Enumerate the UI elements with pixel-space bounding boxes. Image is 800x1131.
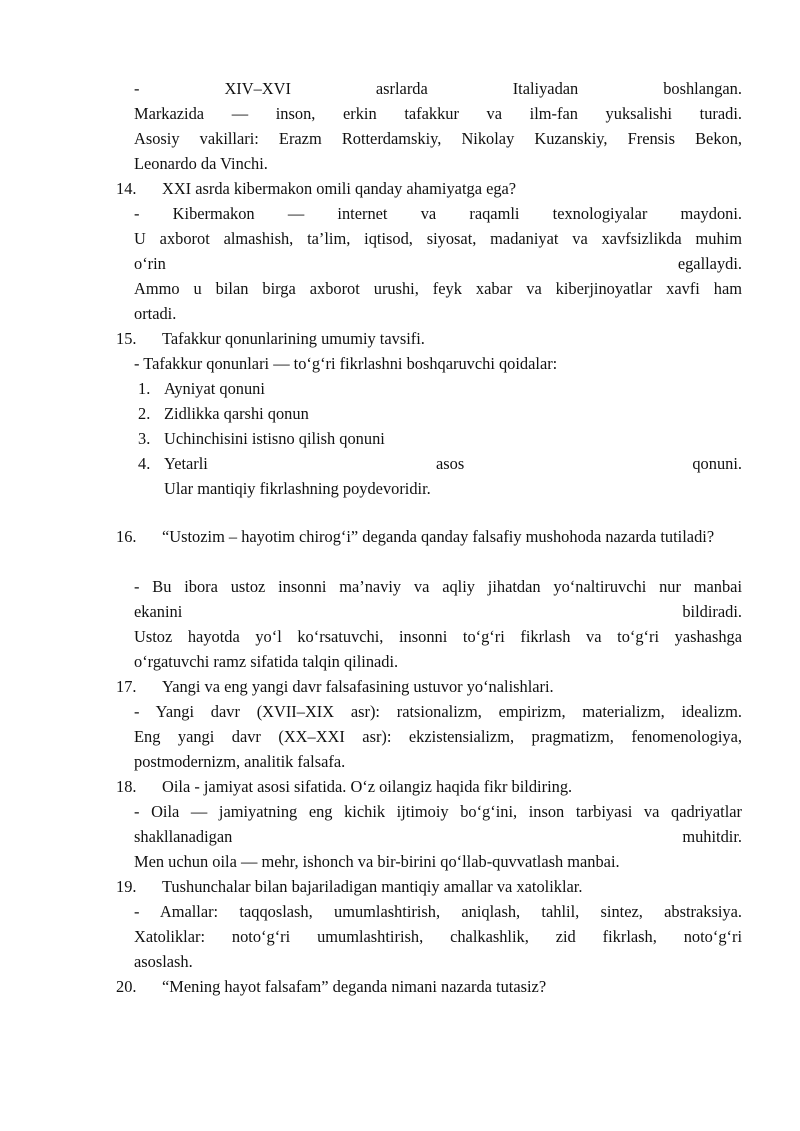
answer-line: - Oila — jamiyatning eng kichik ijtimoiy bo‘g‘ini, inson tarbiyasi va qadriyatlar: [134, 802, 742, 821]
question-number: 19.: [116, 877, 137, 896]
question-number: 15.: [116, 329, 137, 348]
question-text: Tafakkur qonunlarining umumiy tavsifi.: [162, 329, 425, 348]
answer-line: ekanini bildiradi.: [134, 602, 742, 621]
answer-line: asoslash.: [134, 952, 193, 971]
answer-line: Xatoliklar: noto‘g‘ri umumlashtirish, chalkashlik, zid fikrlash, noto‘g‘ri: [134, 927, 742, 946]
list-item: Yetarli asos qonuni.: [164, 454, 742, 473]
intro-line-3: Asosiy vakillari: Erazm Rotterdamskiy, Nikolay Kuzanskiy, Frensis Bekon,: [134, 129, 742, 148]
question-number: 20.: [116, 977, 137, 996]
answer-line: - Yangi davr (XVII–XIX asr): ratsionalizm, empirizm, materializm, idealizm.: [134, 702, 742, 721]
answer-line: o‘rgatuvchi ramz sifatida talqin qilinadi.: [134, 652, 399, 671]
intro-line-1: - XIV–XVI asrlarda Italiyadan boshlangan.: [134, 79, 742, 98]
question-text: “Ustozim – hayotim chirog‘i” deganda qanday falsafiy mushohoda nazarda tutiladi?: [162, 527, 715, 546]
question-number: 17.: [116, 677, 137, 696]
answer-line: Ammo u bilan birga axborot urushi, feyk xabar va kiberjinoyatlar xavfi ham: [134, 279, 742, 298]
list-item: Uchinchisini istisno qilish qonuni: [164, 429, 385, 448]
answer-line: - Tafakkur qonunlari — to‘g‘ri fikrlashni boshqaruvchi qoidalar:: [134, 354, 558, 373]
intro-line-2: Markazida — inson, erkin tafakkur va ilm-fan yuksalishi turadi.: [134, 104, 742, 123]
question-text: “Mening hayot falsafam” deganda nimani nazarda tutasiz?: [162, 977, 547, 996]
question-text: XXI asrda kibermakon omili qanday ahamiyatga ega?: [162, 179, 517, 198]
answer-line: Ular mantiqiy fikrlashning poydevoridir.: [164, 479, 431, 498]
answer-line: shakllanadigan muhitdir.: [134, 827, 742, 846]
question-number: 18.: [116, 777, 137, 796]
answer-line: - Kibermakon — internet va raqamli texnologiyalar maydoni.: [134, 204, 742, 223]
list-item: Ayniyat qonuni: [164, 379, 265, 398]
list-number: 1.: [138, 379, 151, 398]
answer-line: ortadi.: [134, 304, 177, 323]
question-text: Yangi va eng yangi davr falsafasining ustuvor yo‘nalishlari.: [162, 677, 554, 696]
question-number: 16.: [116, 527, 137, 546]
list-number: 2.: [138, 404, 151, 423]
list-item: Zidlikka qarshi qonun: [164, 404, 309, 423]
question-number: 14.: [116, 179, 137, 198]
intro-line-4: Leonardo da Vinchi.: [134, 154, 268, 173]
answer-line: - Amallar: taqqoslash, umumlashtirish, aniqlash, tahlil, sintez, abstraksiya.: [134, 902, 742, 921]
list-number: 4.: [138, 454, 151, 473]
answer-line: U axborot almashish, ta’lim, iqtisod, siyosat, madaniyat va xavfsizlikda muhim: [134, 229, 742, 248]
answer-line: - Bu ibora ustoz insonni ma’naviy va aqliy jihatdan yo‘naltiruvchi nur manbai: [134, 577, 742, 596]
question-text: Oila - jamiyat asosi sifatida. O‘z oilangiz haqida fikr bildiring.: [162, 777, 573, 796]
answer-line: Ustoz hayotda yo‘l ko‘rsatuvchi, insonni to‘g‘ri fikrlash va to‘g‘ri yashashga: [134, 627, 742, 646]
answer-line: o‘rin egallaydi.: [134, 254, 742, 273]
answer-line: Men uchun oila — mehr, ishonch va bir-birini qo‘llab-quvvatlash manbai.: [134, 852, 620, 871]
list-number: 3.: [138, 429, 151, 448]
answer-line: Eng yangi davr (XX–XXI asr): ekzistensializm, pragmatizm, fenomenologiya,: [134, 727, 742, 746]
question-text: Tushunchalar bilan bajariladigan mantiqiy amallar va xatoliklar.: [162, 877, 583, 896]
answer-line: postmodernizm, analitik falsafa.: [134, 752, 346, 771]
